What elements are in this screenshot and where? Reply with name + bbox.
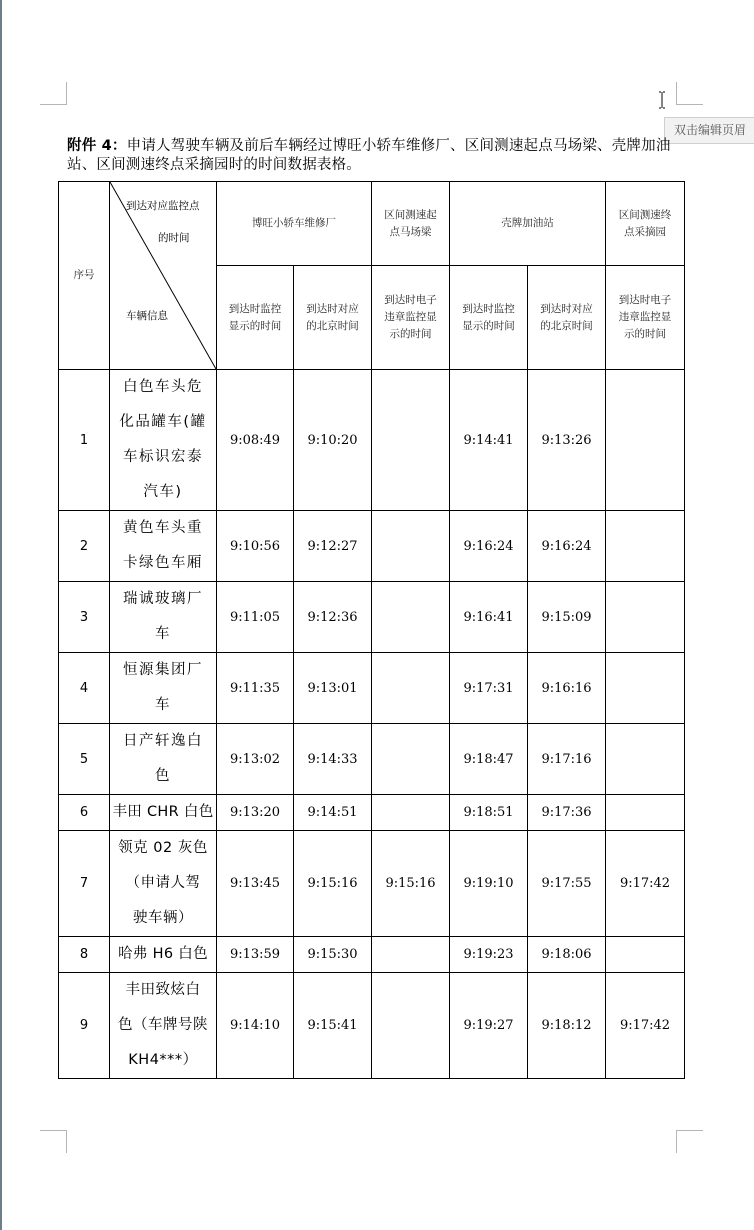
bowang-beijing-time: 9:13:01 (294, 653, 372, 724)
bowang-beijing-time: 9:14:51 (294, 795, 372, 831)
sub-bowang-monitor-2: 显示的时间 (228, 319, 282, 332)
shell-monitor-time: 9:18:51 (450, 795, 528, 831)
header-bowang: 博旺小轿车维修厂 (217, 182, 372, 266)
sub-shell-beijing (528, 266, 606, 370)
bowang-monitor-time: 9:11:35 (217, 653, 294, 724)
shell-beijing-time: 9:13:26 (528, 370, 606, 511)
end-electronic-time: 9:17:42 (606, 973, 685, 1079)
header-shell: 壳牌加油站 (450, 182, 606, 266)
bowang-beijing-time: 9:10:20 (294, 370, 372, 511)
sub-end-electronic (606, 266, 685, 370)
shell-beijing-time: 9:17:36 (528, 795, 606, 831)
row-vehicle (110, 795, 217, 831)
row-vehicle (110, 370, 217, 511)
sub-bowang-beijing (294, 266, 372, 370)
vehicle-line: 恒源集团厂 (123, 662, 203, 678)
bowang-monitor-time: 9:11:05 (217, 582, 294, 653)
margin-corner-bottom-left (40, 1130, 67, 1153)
row-seq: 6 (59, 795, 110, 831)
row-vehicle (110, 511, 217, 582)
table-row (59, 973, 685, 1079)
sub-bowang-monitor-1: 到达时监控 (228, 302, 282, 315)
row-seq: 5 (59, 724, 110, 795)
row-vehicle (110, 724, 217, 795)
sub-start-electronic-3: 示的时间 (389, 328, 432, 340)
start-electronic-time (372, 370, 450, 511)
shell-beijing-time: 9:18:12 (528, 973, 606, 1079)
bowang-beijing-time: 9:15:41 (294, 973, 372, 1079)
header-start-line-1: 区间测速起 (384, 208, 437, 221)
sub-shell-monitor-2: 显示的时间 (462, 319, 515, 332)
diag-header-bottom: 车辆信息 (126, 310, 168, 322)
row-vehicle (110, 831, 217, 937)
diag-top-line-2: 的时间 (158, 232, 190, 244)
bowang-monitor-time: 9:13:02 (217, 724, 294, 795)
end-electronic-time (606, 653, 685, 724)
bowang-monitor-time: 9:13:20 (217, 795, 294, 831)
shell-monitor-time: 9:17:31 (450, 653, 528, 724)
shell-monitor-time: 9:16:41 (450, 582, 528, 653)
vehicle-line: 色 (155, 768, 171, 784)
attachment-label: 附件 4： (67, 138, 127, 154)
attachment-intro (67, 137, 687, 175)
end-electronic-time (606, 795, 685, 831)
row-vehicle (110, 653, 217, 724)
row-seq: 1 (59, 370, 110, 511)
margin-corner-bottom-right (676, 1130, 703, 1153)
diag-header-top (126, 190, 218, 254)
bowang-beijing-time: 9:15:16 (294, 831, 372, 937)
end-electronic-time (606, 511, 685, 582)
row-vehicle (110, 973, 217, 1079)
bowang-monitor-time: 9:13:45 (217, 831, 294, 937)
row-vehicle (110, 937, 217, 973)
end-electronic-time (606, 582, 685, 653)
start-electronic-time (372, 653, 450, 724)
vehicle-line: 丰田 CHR 白色 (112, 804, 214, 820)
sub-bowang-beijing-2: 的北京时间 (306, 319, 359, 332)
start-electronic-time: 9:15:16 (372, 831, 450, 937)
table-row (59, 724, 685, 795)
table-row (59, 831, 685, 937)
vehicle-line: （申请人驾 (125, 875, 201, 891)
row-seq: 4 (59, 653, 110, 724)
end-electronic-time: 9:17:42 (606, 831, 685, 937)
sub-bowang-beijing-1: 到达时对应 (306, 302, 359, 315)
shell-monitor-time: 9:14:41 (450, 370, 528, 511)
shell-beijing-time: 9:16:24 (528, 511, 606, 582)
vehicle-line: 卡绿色车厢 (123, 555, 203, 571)
margin-corner-top-left (40, 82, 67, 105)
vehicle-line: 瑞诚玻璃厂 (123, 591, 203, 607)
header-seq: 序号 (59, 182, 110, 370)
shell-monitor-time: 9:16:24 (450, 511, 528, 582)
sub-end-electronic-1: 到达时电子 (618, 294, 672, 306)
vehicle-line: 白色车头危 (123, 379, 203, 395)
start-electronic-time (372, 582, 450, 653)
bowang-beijing-time: 9:14:33 (294, 724, 372, 795)
vehicle-line: 车 (155, 697, 171, 713)
start-electronic-time (372, 795, 450, 831)
header-end-line-1: 区间测速终 (618, 208, 672, 221)
bowang-monitor-time: 9:13:59 (217, 937, 294, 973)
vehicle-line: 哈弗 H6 白色 (118, 946, 208, 962)
header-start-line-2: 点马场梁 (389, 225, 432, 238)
bowang-beijing-time: 9:12:27 (294, 511, 372, 582)
table-row (59, 937, 685, 973)
row-seq: 8 (59, 937, 110, 973)
edit-header-hint[interactable]: 双击编辑页眉 (664, 117, 754, 144)
vehicle-line: 黄色车头重 (123, 520, 203, 536)
end-electronic-time (606, 370, 685, 511)
sub-start-electronic-1: 到达时电子 (384, 294, 437, 306)
start-electronic-time (372, 937, 450, 973)
sub-bowang-monitor (217, 266, 294, 370)
bowang-beijing-time: 9:12:36 (294, 582, 372, 653)
start-electronic-time (372, 511, 450, 582)
vehicle-line: 日产轩逸白 (123, 733, 203, 749)
diag-top-line-1: 到达对应监控点 (126, 200, 200, 212)
start-electronic-time (372, 724, 450, 795)
shell-beijing-time: 9:16:16 (528, 653, 606, 724)
attachment-text: 申请人驾驶车辆及前后车辆经过博旺小轿车维修厂、区间测速起点马场梁、壳牌加油站、区间测速终点采摘园时的时间数据表格。 (67, 138, 671, 173)
vehicle-line: 领克 02 灰色 (118, 840, 208, 856)
text-cursor-icon (657, 91, 667, 109)
vehicle-line: 化品罐车(罐 (119, 414, 207, 430)
vehicle-line: 驶车辆） (133, 910, 193, 926)
shell-monitor-time: 9:18:47 (450, 724, 528, 795)
header-diagonal-cell (110, 182, 217, 370)
bowang-monitor-time: 9:14:10 (217, 973, 294, 1079)
shell-monitor-time: 9:19:10 (450, 831, 528, 937)
shell-beijing-time: 9:15:09 (528, 582, 606, 653)
end-electronic-time (606, 937, 685, 973)
sub-shell-beijing-1: 到达时对应 (540, 302, 593, 315)
row-seq: 7 (59, 831, 110, 937)
vehicle-line: KH4***） (128, 1052, 198, 1068)
end-electronic-time (606, 724, 685, 795)
sub-start-electronic (372, 266, 450, 370)
bowang-monitor-time: 9:10:56 (217, 511, 294, 582)
row-seq: 3 (59, 582, 110, 653)
vehicle-line: 车标识宏泰 (123, 449, 203, 465)
sub-shell-beijing-2: 的北京时间 (540, 319, 593, 332)
vehicle-line: 色（车牌号陕 (118, 1017, 208, 1033)
vehicle-line: 丰田致炫白 (125, 982, 201, 998)
bowang-monitor-time: 9:08:49 (217, 370, 294, 511)
header-row-1 (59, 182, 685, 266)
shell-beijing-time: 9:17:55 (528, 831, 606, 937)
table-row (59, 370, 685, 511)
margin-corner-top-right (676, 82, 703, 105)
header-end-point (606, 182, 685, 266)
table-row (59, 511, 685, 582)
header-end-line-2: 点采摘园 (624, 225, 666, 238)
start-electronic-time (372, 973, 450, 1079)
sub-end-electronic-3: 示的时间 (624, 328, 666, 340)
sub-shell-monitor-1: 到达时监控 (462, 302, 515, 315)
time-data-table (58, 181, 685, 1079)
shell-beijing-time: 9:17:16 (528, 724, 606, 795)
shell-monitor-time: 9:19:27 (450, 973, 528, 1079)
table-row (59, 582, 685, 653)
row-seq: 9 (59, 973, 110, 1079)
bowang-beijing-time: 9:15:30 (294, 937, 372, 973)
shell-monitor-time: 9:19:23 (450, 937, 528, 973)
table-row (59, 795, 685, 831)
vehicle-line: 汽车) (143, 484, 183, 500)
sub-shell-monitor (450, 266, 528, 370)
sub-start-electronic-2: 违章监控显 (384, 311, 437, 323)
row-vehicle (110, 582, 217, 653)
vehicle-line: 车 (155, 626, 171, 642)
shell-beijing-time: 9:18:06 (528, 937, 606, 973)
row-seq: 2 (59, 511, 110, 582)
header-start-point (372, 182, 450, 266)
sub-end-electronic-2: 违章监控显 (618, 311, 672, 323)
table-row (59, 653, 685, 724)
